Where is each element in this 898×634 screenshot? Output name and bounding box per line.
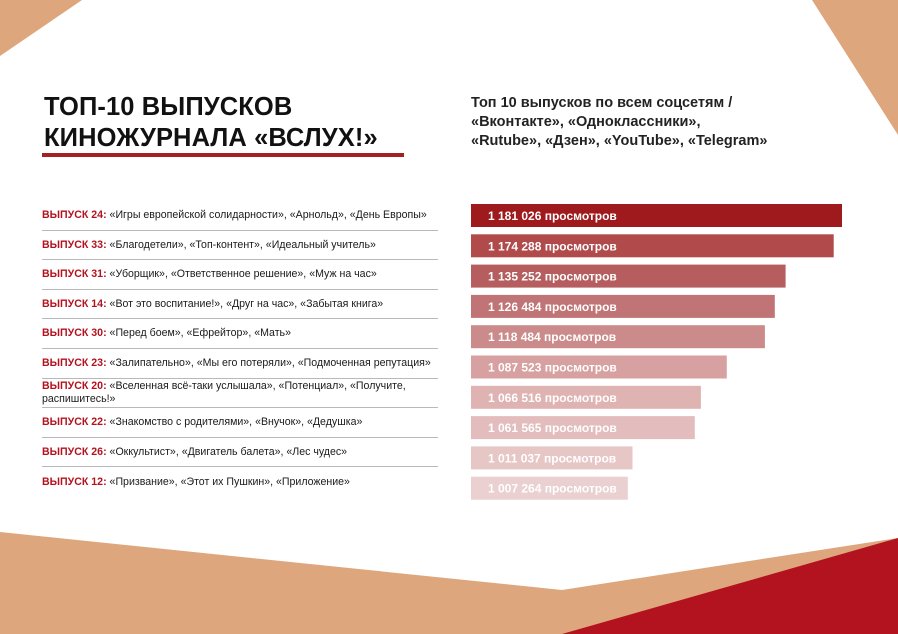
bar-label-4: 1 126 484 просмотров <box>488 299 617 314</box>
episode-code: ВЫПУСК 24: <box>42 209 107 222</box>
bar-label-7: 1 066 516 просмотров <box>488 390 617 405</box>
episode-titles: «Призвание», «Этот их Пушкин», «Приложение» <box>106 475 350 488</box>
page-title-line-1: ТОП-10 ВЫПУСКОВ <box>44 93 293 121</box>
bar-label-9: 1 011 037 просмотров <box>488 451 617 466</box>
episode-code: ВЫПУСК 23: <box>42 357 107 370</box>
episode-titles: «Оккультист», «Двигатель балета», «Лес чудес» <box>106 445 348 458</box>
bar-label-6: 1 087 523 просмотров <box>488 360 617 375</box>
page-title-line-2: КИНОЖУРНАЛА «ВСЛУХ!» <box>44 124 378 152</box>
bar-label-2: 1 174 288 просмотров <box>488 239 617 254</box>
episode-code: ВЫПУСК 22: <box>42 416 107 429</box>
episode-titles: «Игры европейской солидарности», «Арнольд», «День Европы» <box>106 209 427 222</box>
episode-code: ВЫПУСК 31: <box>42 268 107 281</box>
episode-code: ВЫПУСК 33: <box>42 238 107 251</box>
episode-code: ВЫПУСК 14: <box>42 297 107 310</box>
bar-label-5: 1 118 484 просмотров <box>488 330 617 345</box>
episode-titles: «Уборщик», «Ответственное решение», «Муж на час» <box>106 268 377 281</box>
episode-titles: «Перед боем», «Ефрейтор», «Мать» <box>106 327 291 340</box>
episode-titles: «Залипательно», «Мы его потеряли», «Подмоченная репутация» <box>106 357 431 370</box>
episode-titles: «Вселенная всё-таки услышала», «Потенциал», «Получите, распишитесь!» <box>42 380 406 405</box>
bar-label-8: 1 061 565 просмотров <box>488 421 617 436</box>
bar-label-3: 1 135 252 просмотров <box>488 269 617 284</box>
episode-code: ВЫПУСК 30: <box>42 327 107 340</box>
subtitle-line-1: Топ 10 выпусков по всем соцсетям / <box>471 95 733 111</box>
episode-titles: «Вот это воспитание!», «Друг на час», «Забытая книга» <box>106 297 384 310</box>
episode-code: ВЫПУСК 20: <box>42 380 107 393</box>
episode-titles: «Благодетели», «Топ-контент», «Идеальный учитель» <box>106 238 376 251</box>
episode-code: ВЫПУСК 26: <box>42 445 107 458</box>
episode-titles: «Знакомство с родителями», «Внучок», «Дедушка» <box>106 416 363 429</box>
subtitle-line-3: «Rutube», «Дзен», «YouTube», «Telegram» <box>471 133 768 149</box>
subtitle-line-2: «Вконтакте», «Одноклассники», <box>471 114 701 130</box>
episode-code: ВЫПУСК 12: <box>42 475 107 488</box>
bar-label-10: 1 007 264 просмотров <box>488 481 617 496</box>
bar-label-1: 1 181 026 просмотров <box>488 209 617 223</box>
